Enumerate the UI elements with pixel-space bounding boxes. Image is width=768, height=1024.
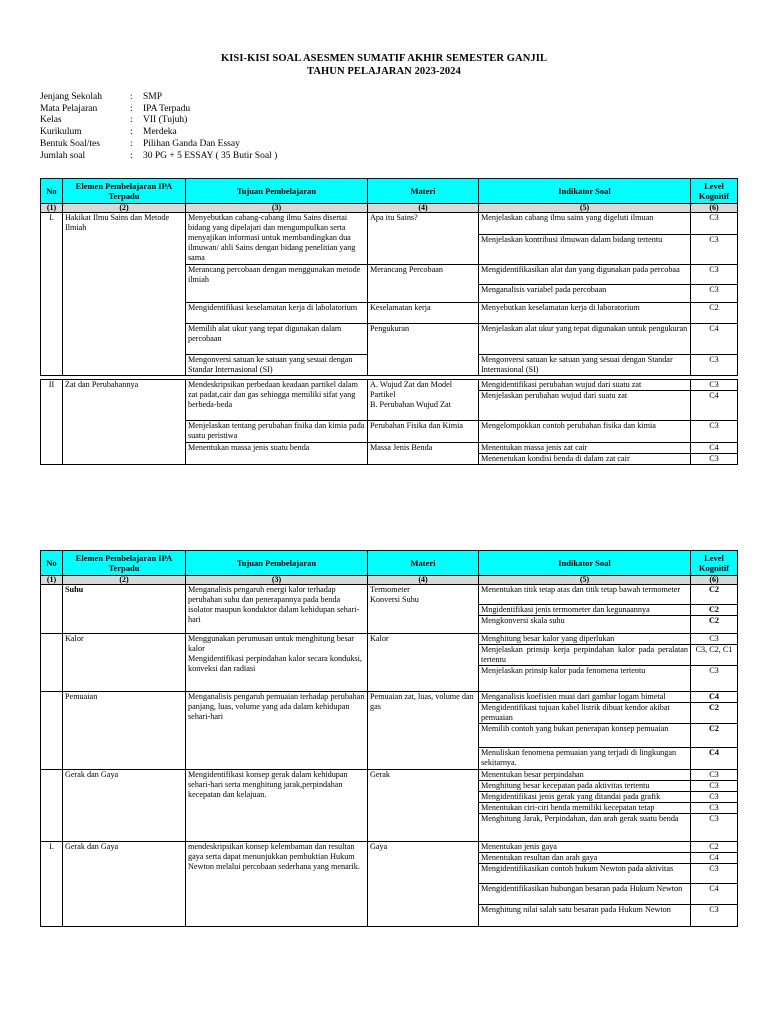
info-colon: : [130,115,133,126]
header-elemen: Elemen Pembelajaran IPA Terpadu [63,179,186,204]
materi-cell: Perubahan Fisika dan Kimia [368,421,479,443]
row-number [41,692,63,770]
materi-cell [368,380,479,421]
info-row [40,139,277,151]
indikator-cell: Menentukan massa jenis zat cair [479,443,691,454]
tujuan-cell: Mengonversi satuan ke satuan yang sesuai dengan Standar Internasional (SI) [186,355,368,376]
indikator-cell: Mengidentifikasi jenis gerak yang ditandai pada grafik [479,792,691,803]
materi-cell: Gaya [368,842,479,927]
indikator-cell: Mengidentifikasikan contoh hukum Newton pada aktivitas [479,864,691,884]
tujuan-cell: Menganalisis pengaruh energi kalor terhadap perubahan suhu dan penerapannya pada benda isolator maupun konduktor dalam kehidupan sehari-hari [186,585,368,634]
level-cell: C3 [691,666,738,692]
tujuan-b: Mengidentifikasi perpindahan kalor secara konduksi, konveksi dan radiasi [188,654,362,673]
info-key: Kurikulum [40,127,82,138]
info-colon: : [130,150,133,161]
materi-cell: Gerak [368,770,479,842]
indikator-cell: Menentukan resultan dan arah gaya [479,853,691,864]
indikator-cell: Menghitung besar kalor yang diperlukan [479,634,691,645]
tujuan-cell: Menjelaskan tentang perubahan fisika dan kimia pada suatu peristiwa [186,421,368,443]
level-cell: C4 [691,324,738,355]
row-number [41,770,63,842]
document-title: KISI-KISI SOAL ASESMEN SUMATIF AKHIR SEMESTER GANJIL [220,53,548,64]
table-row [41,692,738,703]
level-cell: C3 [691,421,738,443]
info-key: Kelas [40,115,62,126]
level-cell: C3 [691,814,738,842]
level-cell: C2 [691,303,738,324]
table-row [41,585,738,605]
tujuan-cell: Menyebutkan cabang-cabang ilmu Sains disertai bidang yang dipelajari dan mengumpulkan serta menyajikan informasi untuk membandingkan dua ilmuwan/ ahli Sains dengan bidang penelitian yang sama [186,213,368,265]
info-row [40,151,277,163]
header-tujuan: Tujuan Pembelajaran [186,179,368,204]
kisi-kisi-table-2 [40,550,738,927]
info-value: SMP [143,92,163,102]
column-number-row [41,204,738,213]
col-num: (5) [479,204,691,213]
level-cell: C3 [691,864,738,884]
info-value: Pilihan Ganda Dan Essay [143,138,240,149]
indikator-cell: Menjelaskan prinsip kerja perpindahan kalor pada peralatan tertentu [479,645,691,666]
info-value: VII (Tujuh) [143,115,188,126]
indikator-cell: Menghitung nilai salah satu besaran pada Hukum Newton [479,905,691,927]
tujuan-a: Menggunakan perumusan untuk menghitung besar kalor [188,634,354,653]
indikator-cell: Mengkonversi skala suhu [479,616,691,634]
col-num: (5) [479,576,691,585]
indikator-cell: Mengidentifikasi perubahan wujud dari suatu zat [479,380,691,391]
kisi-kisi-table-1-section-ii [40,379,738,465]
indikator-cell: Menentukan besar perpindahan [479,770,691,781]
header-no: No [41,179,63,204]
header-level: Level Kognitif [691,179,738,204]
indikator-cell: Menyebutkan keselamatan kerja di laboratorium [479,303,691,324]
header-tujuan: Tujuan Pembelajaran [186,551,368,576]
info-value: 30 PG + 5 ESSAY ( 35 Butir Soal ) [143,150,278,161]
info-row [40,115,277,127]
column-number-row [41,576,738,585]
tujuan-cell: Mengidentifikasi konsep gerak dalam kehidupan sehari-hari serta menghitung jarak,perpindahan kecepatan dan kelajuan. [186,770,368,842]
info-colon: : [130,138,133,149]
materi-cell: Massa Jenis Benda [368,443,479,465]
info-row [40,127,277,139]
col-num: (1) [41,576,63,585]
level-cell: C4 [691,443,738,454]
level-cell: C3 [691,454,738,465]
materi-cell: Merancang Percobaan [368,265,479,303]
indikator-cell: Menenetukan kondisi benda di dalam zat cair [479,454,691,465]
elemen-cell: Suhu [63,585,186,634]
indikator-cell: Menentukan jenis gaya [479,842,691,853]
row-number [41,634,63,692]
level-cell: C4 [691,748,738,770]
tujuan-cell: Menentukan massa jenis suatu benda [186,443,368,465]
table-row [41,770,738,781]
header-materi: Materi [368,551,479,576]
header-materi: Materi [368,179,479,204]
indikator-cell: Menganalisis koefisien muai dari gambar logam bimetal [479,692,691,703]
level-cell: C2 [691,842,738,853]
tujuan-cell: mendeskripsikan konsep kelembaman dan resultan gaya serta dapat menunjukkan pembuktian Hukum Newton melalui percobaan sederhana yang menarik. [186,842,368,927]
level-cell: C3 [691,285,738,303]
col-num: (3) [186,576,368,585]
materi-b: B. Perubahan Wujud Zat [370,400,451,409]
info-row [40,104,277,116]
header-no: No [41,551,63,576]
col-num: (4) [368,204,479,213]
info-key: Mata Pelajaran [40,103,98,114]
header-elemen: Elemen Pembelajaran IPA Terpadu [63,551,186,576]
materi-a: Termometer [370,585,410,594]
tujuan-cell: Mengidentifikasi keselamatan kerja di labolatorium [186,303,368,324]
level-cell: C2 [691,605,738,616]
materi-b: Konversi Suhu [370,595,419,604]
indikator-cell: Menghitung Jarak, Perpindahan, dan arah gerak suatu benda [479,814,691,842]
indikator-cell: Menjelaskan prinsip kalor pada fenomena tertentu [479,666,691,692]
indikator-cell: Menjelaskan cabang ilmu sains yang digeluti ilmuan [479,213,691,235]
elemen-cell: Zat dan Perubahannya [63,380,186,465]
indikator-cell: Mngidentifikasi jenis termometer dan kegunaannya [479,605,691,616]
row-number: I. [41,213,63,376]
level-cell: C2 [691,585,738,605]
col-num: (6) [691,204,738,213]
indikator-cell: Memilih contoh yang bukan penerapan konsep pemuaian [479,724,691,748]
indikator-cell: Mengonversi satuan ke satuan yang sesuai dengan Standar Internasional (SI) [479,355,691,376]
level-cell: C2 [691,724,738,748]
elemen-cell: Gerak dan Gaya [63,842,186,927]
col-num: (2) [63,576,186,585]
indikator-cell: Menganalisis variabel pada percobaan [479,285,691,303]
table-row [41,213,738,235]
level-cell: C4 [691,391,738,421]
indikator-cell: Menentukan ciri-ciri benda memiliki kecepatan tetap [479,803,691,814]
elemen-cell: Hakikat Ilmu Sains dan Metode Ilmiah [63,213,186,376]
level-cell: C3 [691,905,738,927]
level-cell: C3 [691,265,738,285]
col-num: (3) [186,204,368,213]
level-cell: C3 [691,781,738,792]
materi-cell [368,585,479,634]
level-cell: C3 [691,770,738,781]
elemen-cell: Pemuaian [63,692,186,770]
indikator-cell: Menentukan titik tetap atas dan titik tetap bawah termometer [479,585,691,605]
tujuan-cell: Memilih alat ukur yang tepat digunakan dalam percobaan [186,324,368,355]
header-indikator: Indikator Soal [479,179,691,204]
info-colon: : [130,92,133,102]
level-cell: C3, C2, C1 [691,645,738,666]
table-row [41,634,738,645]
info-key: Jenjang Sekolah [40,92,103,102]
indikator-cell: Mengidentifikasikan hubungan besaran pada Hukum Newton [479,884,691,905]
table-row [41,380,738,391]
info-colon: : [130,127,133,138]
tujuan-cell: Menganalisis pengaruh pemuaian terhadap perubahan panjang, luas, volume yang ada dalam kehidupan sehari-hari [186,692,368,770]
document-subtitle: TAHUN PELAJARAN 2023-2024 [307,66,461,77]
level-cell: C2 [691,703,738,724]
level-cell: C3 [691,213,738,235]
header-row [41,179,738,204]
materi-cell: Pengukuran [368,324,479,376]
materi-a: A. Wujud Zat dan Model Partikel [370,380,453,399]
row-number: I. [41,842,63,927]
level-cell: C3 [691,634,738,645]
level-cell: C3 [691,803,738,814]
tujuan-cell: Mendeskripsikan perbedaan keadaan partikel dalam zat padat,cair dan gas sehingga memiliki sifat yang berbeda-beda [186,380,368,421]
materi-cell: Apa itu Sains? [368,213,479,265]
row-number: II [41,380,63,465]
tujuan-cell [186,634,368,692]
level-cell: C4 [691,692,738,703]
level-cell: C3 [691,792,738,803]
indikator-cell: Menjelaskan perubahan wujud dari suatu zat [479,391,691,421]
indikator-cell: Menghitung besar kecepatan pada aktivitas tertentu [479,781,691,792]
level-cell: C2 [691,616,738,634]
indikator-cell: Mengidentifikasikan alat dan yang digunakan pada percobaa [479,265,691,285]
info-value: IPA Terpadu [143,103,191,114]
info-value: Merdeka [143,127,177,138]
level-cell: C3 [691,355,738,376]
level-cell: C4 [691,884,738,905]
table-row [41,842,738,853]
info-key: Bentuk Soal/tes [40,138,100,149]
info-row [40,92,277,104]
header-level: Level Kognitif [691,551,738,576]
row-number [41,585,63,634]
elemen-cell: Gerak dan Gaya [63,770,186,842]
col-num: (1) [41,204,63,213]
info-colon: : [130,103,133,114]
kisi-kisi-table-1 [40,178,738,376]
indikator-cell: Mengidentifikasi tujuan kabel listrik dibuat kendor akibat pemuaian [479,703,691,724]
col-num: (4) [368,576,479,585]
indikator-cell: Menjelaskan kontribusi ilmuwan dalam bidang tertentu [479,235,691,265]
info-block [40,92,277,162]
materi-cell: Pemuaian zat, luas, volume dan gas [368,692,479,770]
indikator-cell: Menjelaskan alat ukur yang tepat digunakan untuk pengukuran [479,324,691,355]
col-num: (2) [63,204,186,213]
elemen-cell: Kalor [63,634,186,692]
materi-cell: Keselamatan kerja [368,303,479,324]
info-key: Jumlah soal [40,150,86,161]
level-cell: C3 [691,235,738,265]
header-row [41,551,738,576]
indikator-cell: Mengelompokkan contoh perubahan fisika dan kimia [479,421,691,443]
header-indikator: Indikator Soal [479,551,691,576]
materi-cell: Kalor [368,634,479,692]
level-cell: C3 [691,380,738,391]
tujuan-cell: Merancang percobaan dengan menggunakan metode ilmiah [186,265,368,303]
col-num: (6) [691,576,738,585]
indikator-cell: Menuliskan fenomena pemuaian yang terjadi di lingkungan sekitarnya. [479,748,691,770]
level-cell: C4 [691,853,738,864]
